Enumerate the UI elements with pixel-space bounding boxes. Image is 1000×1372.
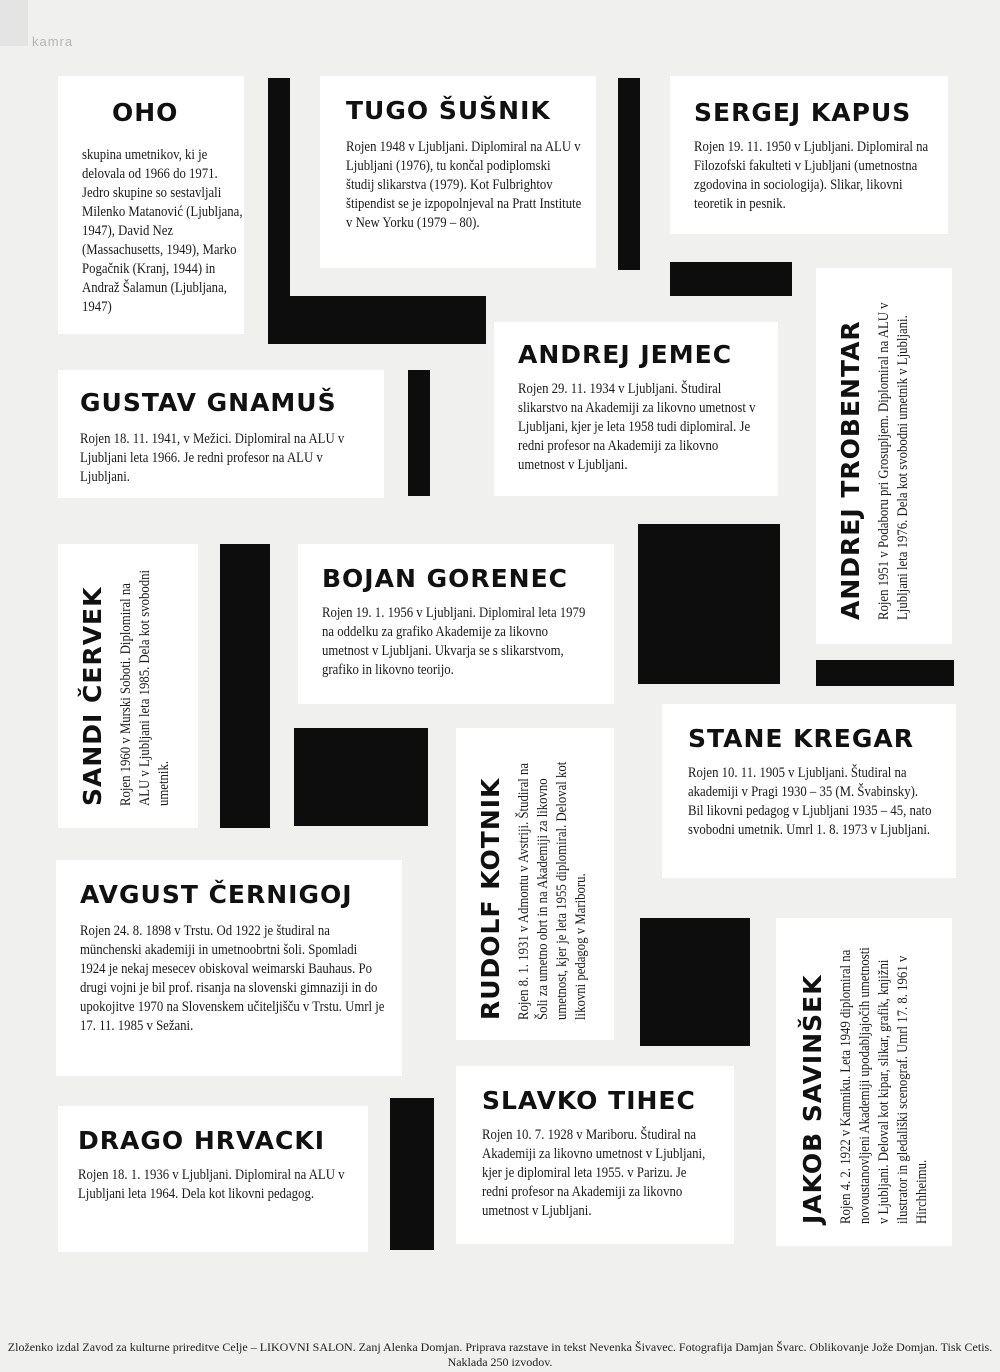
colophon-footer: Zloženko izdal Zavod za kulturne prireditve Celje – LIKOVNI SALON. Zanj Alenka Domjan. Priprava razstave in tekst Nevenka Šivavec. Fotografija Damjan Švarc. Oblikovanje Jože Domjan. Tisk Cetis. Naklada 250 izvodov. [7, 1340, 993, 1369]
artist-card-drago-hrvacki [58, 1106, 368, 1252]
black-bar [408, 370, 430, 496]
artist-name: SANDI ČERVEK [78, 586, 107, 806]
artist-bio: Rojen 1948 v Ljubljani. Diplomiral na ALU v Ljubljani (1976), tu končal podiplomski študij slikarstva (1979). Kot Fulbrightov štipendist se je izpopolnjeval na Pratt Institute v New Yorku (1979 – 80). [346, 139, 582, 231]
artist-bio: Rojen 1960 v Murski Soboti. Diplomiral na ALU v Ljubljani leta 1985. Dela kot svobodni umetnik. [118, 569, 172, 806]
artist-bio: Rojen 24. 8. 1898 v Trstu. Od 1922 je študiral na münchenski akademiji in umetnoobrtni šoli. Spomladi 1924 je nekaj mesecev obiskoval weimarski Bauhaus. Po drugi vojni je bil prof. risanja na slovenski gimnaziji in do upokojitve 1970 na Slovenskem učiteljišču v Trstu. Umrl je 17. 11. 1985 v Sežani. [80, 923, 385, 1034]
black-square [294, 728, 428, 826]
black-bar [670, 262, 792, 296]
artist-bio: Rojen 4. 2. 1922 v Kamniku. Leta 1949 diplomiral na novoustanovljeni Akademiji upodabljajočih umetnosti v Ljubljani. Deloval kot kipar, slikar, grafik, knjižni ilustrator in gledališki scenograf. Umrl 17. 8. 1961 v Hirchheimu. [838, 947, 930, 1224]
black-square [640, 918, 750, 1046]
artist-bio: Rojen 10. 11. 1905 v Ljubljani. Študiral na akademiji v Pragi 1930 – 35 (M. Švabinsky). Bil likovni pedagog v Ljubljani 1935 – 45, nato svobodni umetnik. Umrl 1. 8. 1973 v Ljubljani. [688, 765, 932, 838]
artist-bio: Rojen 8. 1. 1931 v Admontu v Avstriji. Študiral na Šoli za umetno obrt in na Akademiji za likovno umetnost, kjer je leta 1955 diplomiral. Deloval kot likovni pedagog v Mariboru. [516, 761, 589, 1020]
artist-bio: Rojen 18. 1. 1936 v Ljubljani. Diplomiral na ALU v Ljubljani leta 1964. Dela kot likovni pedagog. [78, 1167, 345, 1202]
artist-card-stane-kregar [662, 704, 956, 878]
artist-card-andrej-trobentar [816, 268, 952, 644]
artist-card-bojan-gorenec [298, 544, 614, 704]
artist-name: RUDOLF KOTNIK [476, 777, 505, 1020]
black-bar [618, 78, 640, 270]
artist-name: GUSTAV GNAMUŠ [80, 388, 337, 417]
artist-bio: Rojen 1951 v Podaboru pri Grosupljem. Diplomiral na ALU v Ljubljani leta 1976. Dela kot svobodni umetnik v Ljubljani. [876, 302, 911, 620]
artist-card-andrej-jemec [494, 322, 778, 496]
artist-bio: Rojen 18. 11. 1941, v Mežici. Diplomiral na ALU v Ljubljani leta 1966. Je redni profesor na ALU v Ljubljani. [80, 431, 345, 485]
artist-card-rudolf-kotnik [456, 728, 614, 1040]
black-bar [390, 1098, 434, 1250]
artist-bio: Rojen 19. 1. 1956 v Ljubljani. Diplomiral leta 1979 na oddelku za grafiko Akademije za likovno umetnost v Ljubljani. Ukvarja se s slikarstvom, grafiko in likovno teorijo. [322, 605, 586, 678]
artist-name: DRAGO HRVACKI [78, 1126, 326, 1155]
artist-name: AVGUST ČERNIGOJ [80, 880, 353, 909]
kamra-logo-mark [0, 0, 28, 46]
artist-card-sergej-kapus [670, 76, 948, 234]
artist-name: TUGO ŠUŠNIK [346, 96, 551, 125]
artist-bio: skupina umetnikov, ki je delovala od 1966 do 1971. Jedro skupine so sestavljali Milenko Matanović (Ljubljana, 1947), David Nez (Massachusetts, 1949), Marko Pogačnik (Kranj, 1944) in Andraž Šalamun (Ljubljana, 1947) [82, 147, 243, 315]
artist-card-sandi-cervek [58, 544, 198, 828]
artist-card-tugo-susnik [320, 76, 596, 268]
artist-name: OHO [112, 98, 179, 127]
black-bar [268, 296, 486, 344]
artist-card-oho [58, 76, 244, 334]
artist-name: JAKOB SAVINŠEK [798, 974, 827, 1224]
artist-name: ANDREJ JEMEC [518, 340, 733, 369]
artist-card-jakob-savinsek [776, 918, 952, 1246]
artist-name: SLAVKO TIHEC [482, 1086, 696, 1115]
black-square [638, 524, 780, 684]
artist-card-avgust-cernigoj [56, 860, 402, 1076]
artist-bio: Rojen 19. 11. 1950 v Ljubljani. Diplomiral na Filozofski fakulteti v Ljubljani (umetnostna zgodovina in sociologija). Slikar, likovni teoretik in pesnik. [694, 139, 929, 212]
black-bar [220, 544, 270, 828]
black-bar [268, 78, 290, 310]
artist-bio: Rojen 29. 11. 1934 v Ljubljani. Študiral slikarstvo na Akademiji za likovno umetnost v Ljubljani, kjer je leta 1958 tudi diplomiral. Je redni profesor na Akademiji za likovno umetnost v Ljubljani. [518, 381, 756, 473]
artist-name: STANE KREGAR [688, 724, 914, 753]
kamra-logo-text: kamra [32, 34, 74, 49]
artist-name: SERGEJ KAPUS [694, 98, 912, 127]
artist-name: BOJAN GORENEC [322, 564, 569, 593]
artist-bio: Rojen 10. 7. 1928 v Mariboru. Študiral na Akademiji za likovno umetnost v Ljubljani, kjer je diplomiral leta 1955. v Parizu. Je redni profesor na Akademiji za likovno umetnost v Ljubljani. [482, 1127, 706, 1219]
artist-card-slavko-tihec [456, 1066, 734, 1244]
artist-card-gustav-gnamus [58, 370, 384, 498]
artist-name: ANDREJ TROBENTAR [836, 320, 865, 620]
black-bar [816, 660, 954, 686]
